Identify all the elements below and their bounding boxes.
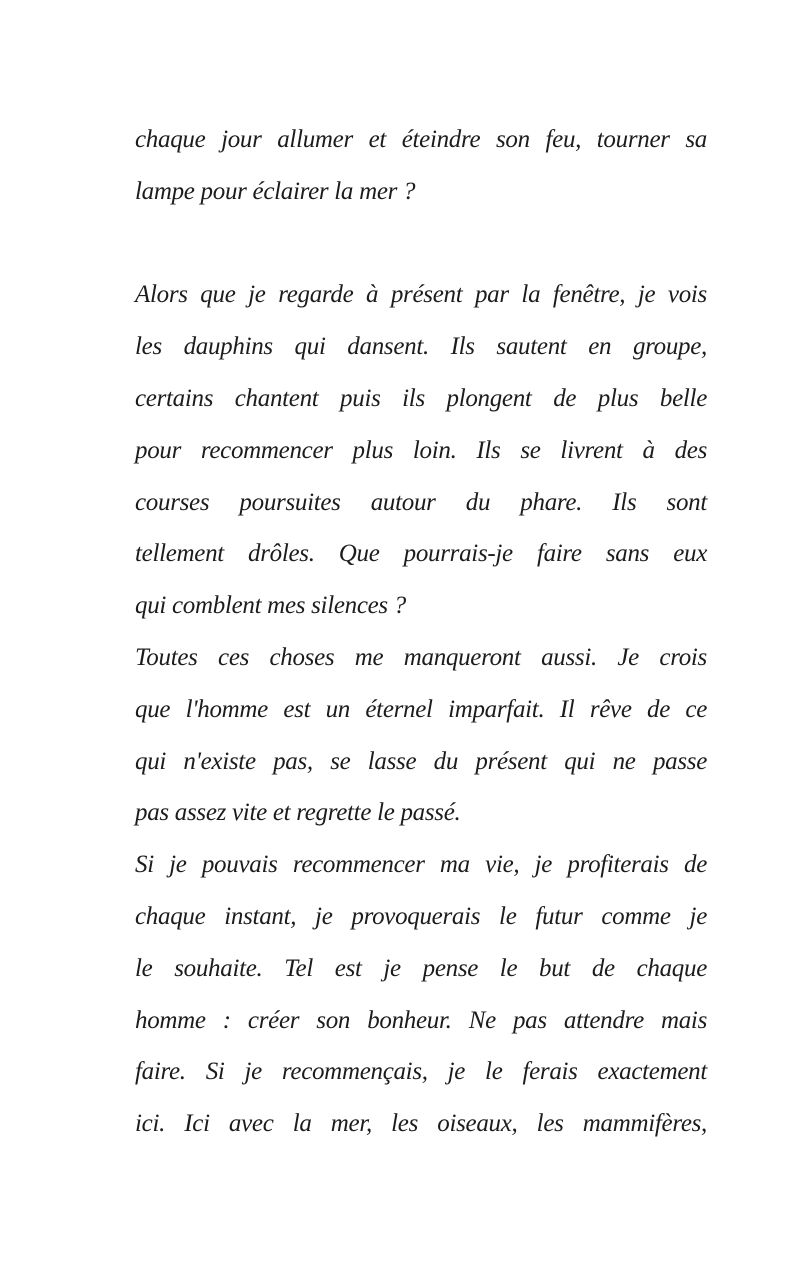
text-line: certains chantent puis ils plongent de plus belle [135,384,707,412]
paragraph [135,839,707,1150]
text-line: pas assez vite et regrette le passé. [135,799,461,827]
text-line: ici. Ici avec la mer, les oiseaux, les mammifères, [135,1110,707,1138]
text-block [135,114,707,1150]
text-line: qui n'existe pas, se lasse du présent qui ne passe [135,747,707,775]
text-line: qui comblent mes silences ? [135,592,407,620]
text-line: homme : créer son bonheur. Ne pas attendre mais [135,1006,707,1034]
text-line: Alors que je regarde à présent par la fenêtre, je vois [135,281,707,309]
text-line: que l'homme est un éternel imparfait. Il rêve de ce [135,695,707,723]
text-line: courses poursuites autour du phare. Ils sont [135,488,707,516]
text-line: chaque jour allumer et éteindre son feu, tourner sa [135,126,707,153]
text-line: le souhaite. Tel est je pense le but de chaque [135,954,707,982]
text-line: lampe pour éclairer la mer ? [135,177,416,205]
text-line: pour recommencer plus loin. Ils se livrent à des [135,436,707,464]
text-line: Si je pouvais recommencer ma vie, je profiterais de [135,851,707,879]
text-line: chaque instant, je provoquerais le futur comme je [135,902,707,930]
paragraph [135,632,707,839]
text-line: Toutes ces choses me manqueront aussi. Je crois [135,643,707,671]
paragraph [135,269,707,632]
paragraph [135,114,707,218]
text-line: les dauphins qui dansent. Ils sautent en groupe, [135,333,707,361]
text-line: tellement drôles. Que pourrais-je faire sans eux [135,540,707,568]
text-line: faire. Si je recommençais, je le ferais exactement [135,1058,707,1086]
